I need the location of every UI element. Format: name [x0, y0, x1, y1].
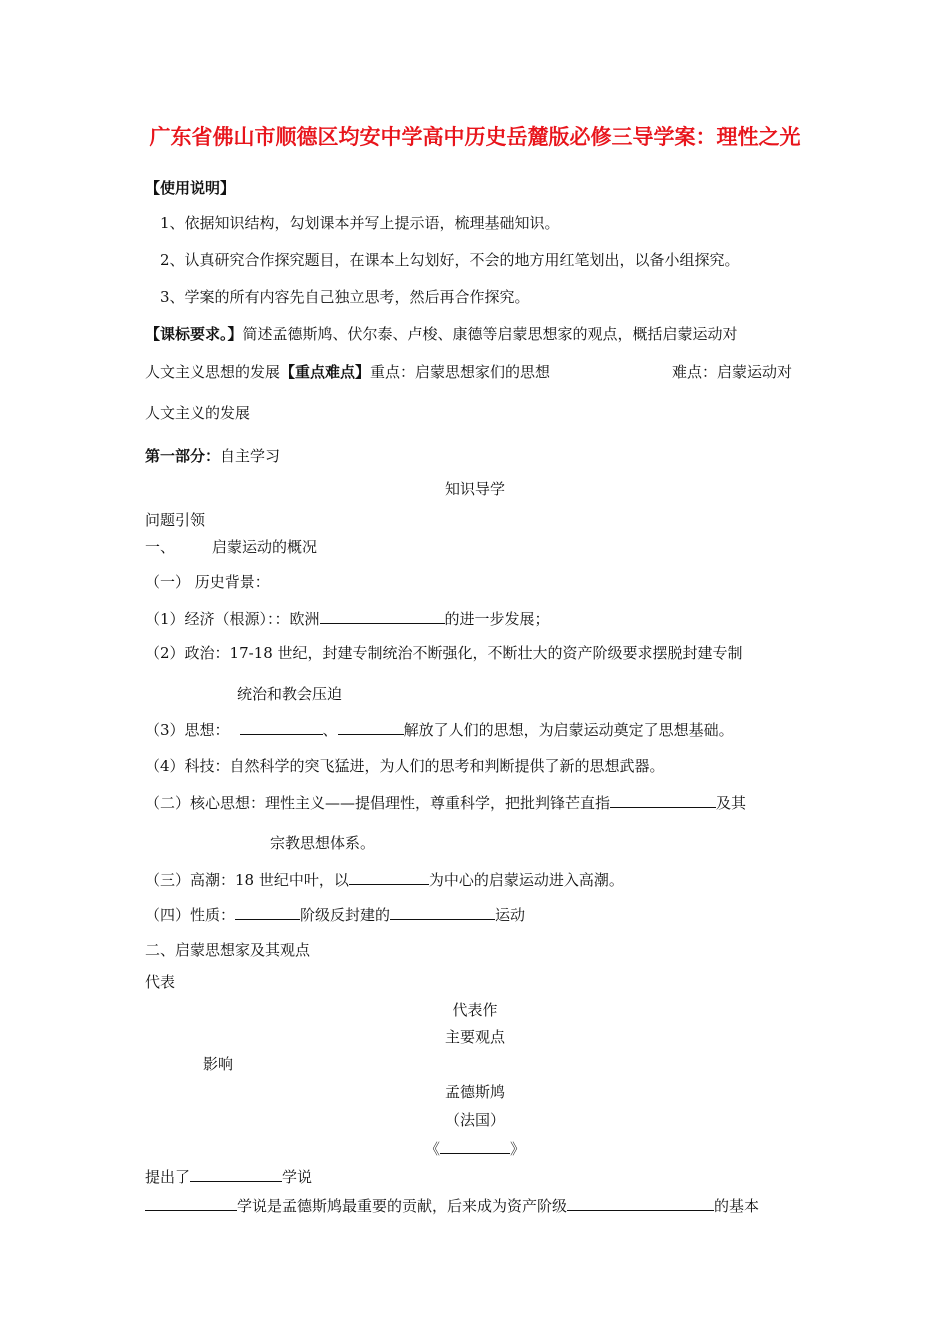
keypoints-label: 【重点难点】: [280, 363, 371, 381]
nature-text-end: 运动: [495, 906, 526, 924]
part-one-label: 第一部分：: [145, 447, 221, 465]
climax-blank[interactable]: [349, 869, 429, 885]
column-influence: 影响: [203, 1055, 234, 1073]
nature-text-mid: 阶级反封建的: [300, 906, 391, 924]
section2-title: 二、启蒙思想家及其观点: [145, 941, 311, 959]
climax-line: [145, 869, 624, 890]
proposed-text: 提出了: [145, 1168, 191, 1186]
contribution-text: 学说是孟德斯鸠最重要的贡献，后来成为资产阶级: [237, 1197, 568, 1215]
book-close: 》: [510, 1140, 526, 1158]
economy-text: （1）经济（根源）：：欧洲: [145, 610, 320, 628]
contribution-blank-2[interactable]: [567, 1195, 714, 1211]
climax-text-end: 为中心的启蒙运动进入高潮。: [428, 871, 624, 889]
politics-line-2: 统治和教会压迫: [237, 685, 343, 703]
usage-item-3: 3、学案的所有内容先自己独立思考，然后再合作探究。: [160, 288, 530, 306]
requirements-text: 简述孟德斯鸠、伏尔泰、卢梭、康德等启蒙思想家的观点，概括启蒙运动对: [242, 325, 738, 343]
thought-blank-2[interactable]: [338, 719, 404, 735]
thought-text: （3）思想：: [145, 721, 230, 739]
requirements-label: 【课标要求。】: [145, 325, 243, 343]
requirements-line-3: 人文主义的发展: [145, 404, 251, 422]
background-heading: （一） 历史背景：: [145, 573, 270, 591]
contribution-blank-1[interactable]: [145, 1195, 237, 1211]
requirements-text-2: 人文主义思想的发展: [145, 363, 281, 381]
usage-heading: 【使用说明】: [145, 179, 236, 197]
contribution-text-end: 的基本: [714, 1197, 760, 1215]
requirements-line-2: [145, 362, 550, 382]
proposed-line: [145, 1166, 312, 1187]
science-line: （4）科技：自然科学的突飞猛进，为人们的思考和判断提供了新的思想武器。: [145, 757, 665, 775]
column-view: 主要观点: [444, 1028, 505, 1046]
contribution-line: [145, 1195, 759, 1216]
usage-item-1: 1、依据知识结构，勾划课本并写上提示语，梳理基础知识。: [160, 214, 560, 232]
thought-sep: 、: [322, 721, 338, 739]
core-line-2: 宗教思想体系。: [270, 834, 376, 852]
core-line-1: [145, 792, 746, 813]
proposed-blank[interactable]: [190, 1166, 282, 1182]
part-one-text: 自主学习: [220, 447, 281, 465]
page-title: 广东省佛山市顺德区均安中学高中历史岳麓版必修三导学案：理性之光: [149, 125, 801, 149]
book-title-line: [0, 1138, 950, 1159]
economy-text-end: 的进一步发展；: [444, 610, 550, 628]
column-work: 代表作: [452, 1001, 498, 1019]
core-text: （二）核心思想：理性主义——提倡理性，尊重科学，把批判锋芒直指: [145, 794, 611, 812]
column-representative: 代表: [145, 973, 176, 991]
thought-blank-1[interactable]: [240, 719, 323, 735]
thought-line: [145, 719, 734, 740]
book-open: 《: [424, 1140, 440, 1158]
guide-title: 知识导学: [444, 480, 505, 498]
question-lead: 问题引领: [145, 511, 206, 529]
section1-title: 启蒙运动的概况: [212, 538, 318, 556]
usage-item-2: 2、认真研究合作探究题目，在课本上勾划好，不会的地方用红笔划出，以备小组探究。: [160, 251, 740, 269]
nature-blank-1[interactable]: [235, 904, 300, 920]
climax-text: （三）高潮：18 世纪中叶，以: [145, 871, 349, 889]
thought-text-end: 解放了人们的思想，为启蒙运动奠定了思想基础。: [403, 721, 734, 739]
nature-text: （四）性质：: [145, 906, 236, 924]
part-one-heading: [145, 446, 280, 466]
proposed-text-end: 学说: [282, 1168, 313, 1186]
keypoints-text: 重点：启蒙思想家们的思想: [370, 363, 551, 381]
core-text-end: 及其: [716, 794, 747, 812]
thinker-name: 孟德斯鸠: [444, 1083, 505, 1101]
nature-line: [145, 904, 525, 925]
nature-blank-2[interactable]: [390, 904, 495, 920]
requirements-line-1: [145, 324, 738, 344]
thinker-country: （法国）: [444, 1111, 505, 1129]
section1-num: 一、: [145, 538, 176, 556]
economy-line: [145, 608, 550, 629]
economy-blank[interactable]: [320, 608, 445, 624]
difficulty-text: 难点：启蒙运动对: [672, 363, 793, 381]
core-blank[interactable]: [610, 792, 716, 808]
politics-line-1: （2）政治：17-18 世纪，封建专制统治不断强化，不断壮大的资产阶级要求摆脱封建专制: [145, 644, 743, 662]
book-blank[interactable]: [440, 1138, 510, 1154]
